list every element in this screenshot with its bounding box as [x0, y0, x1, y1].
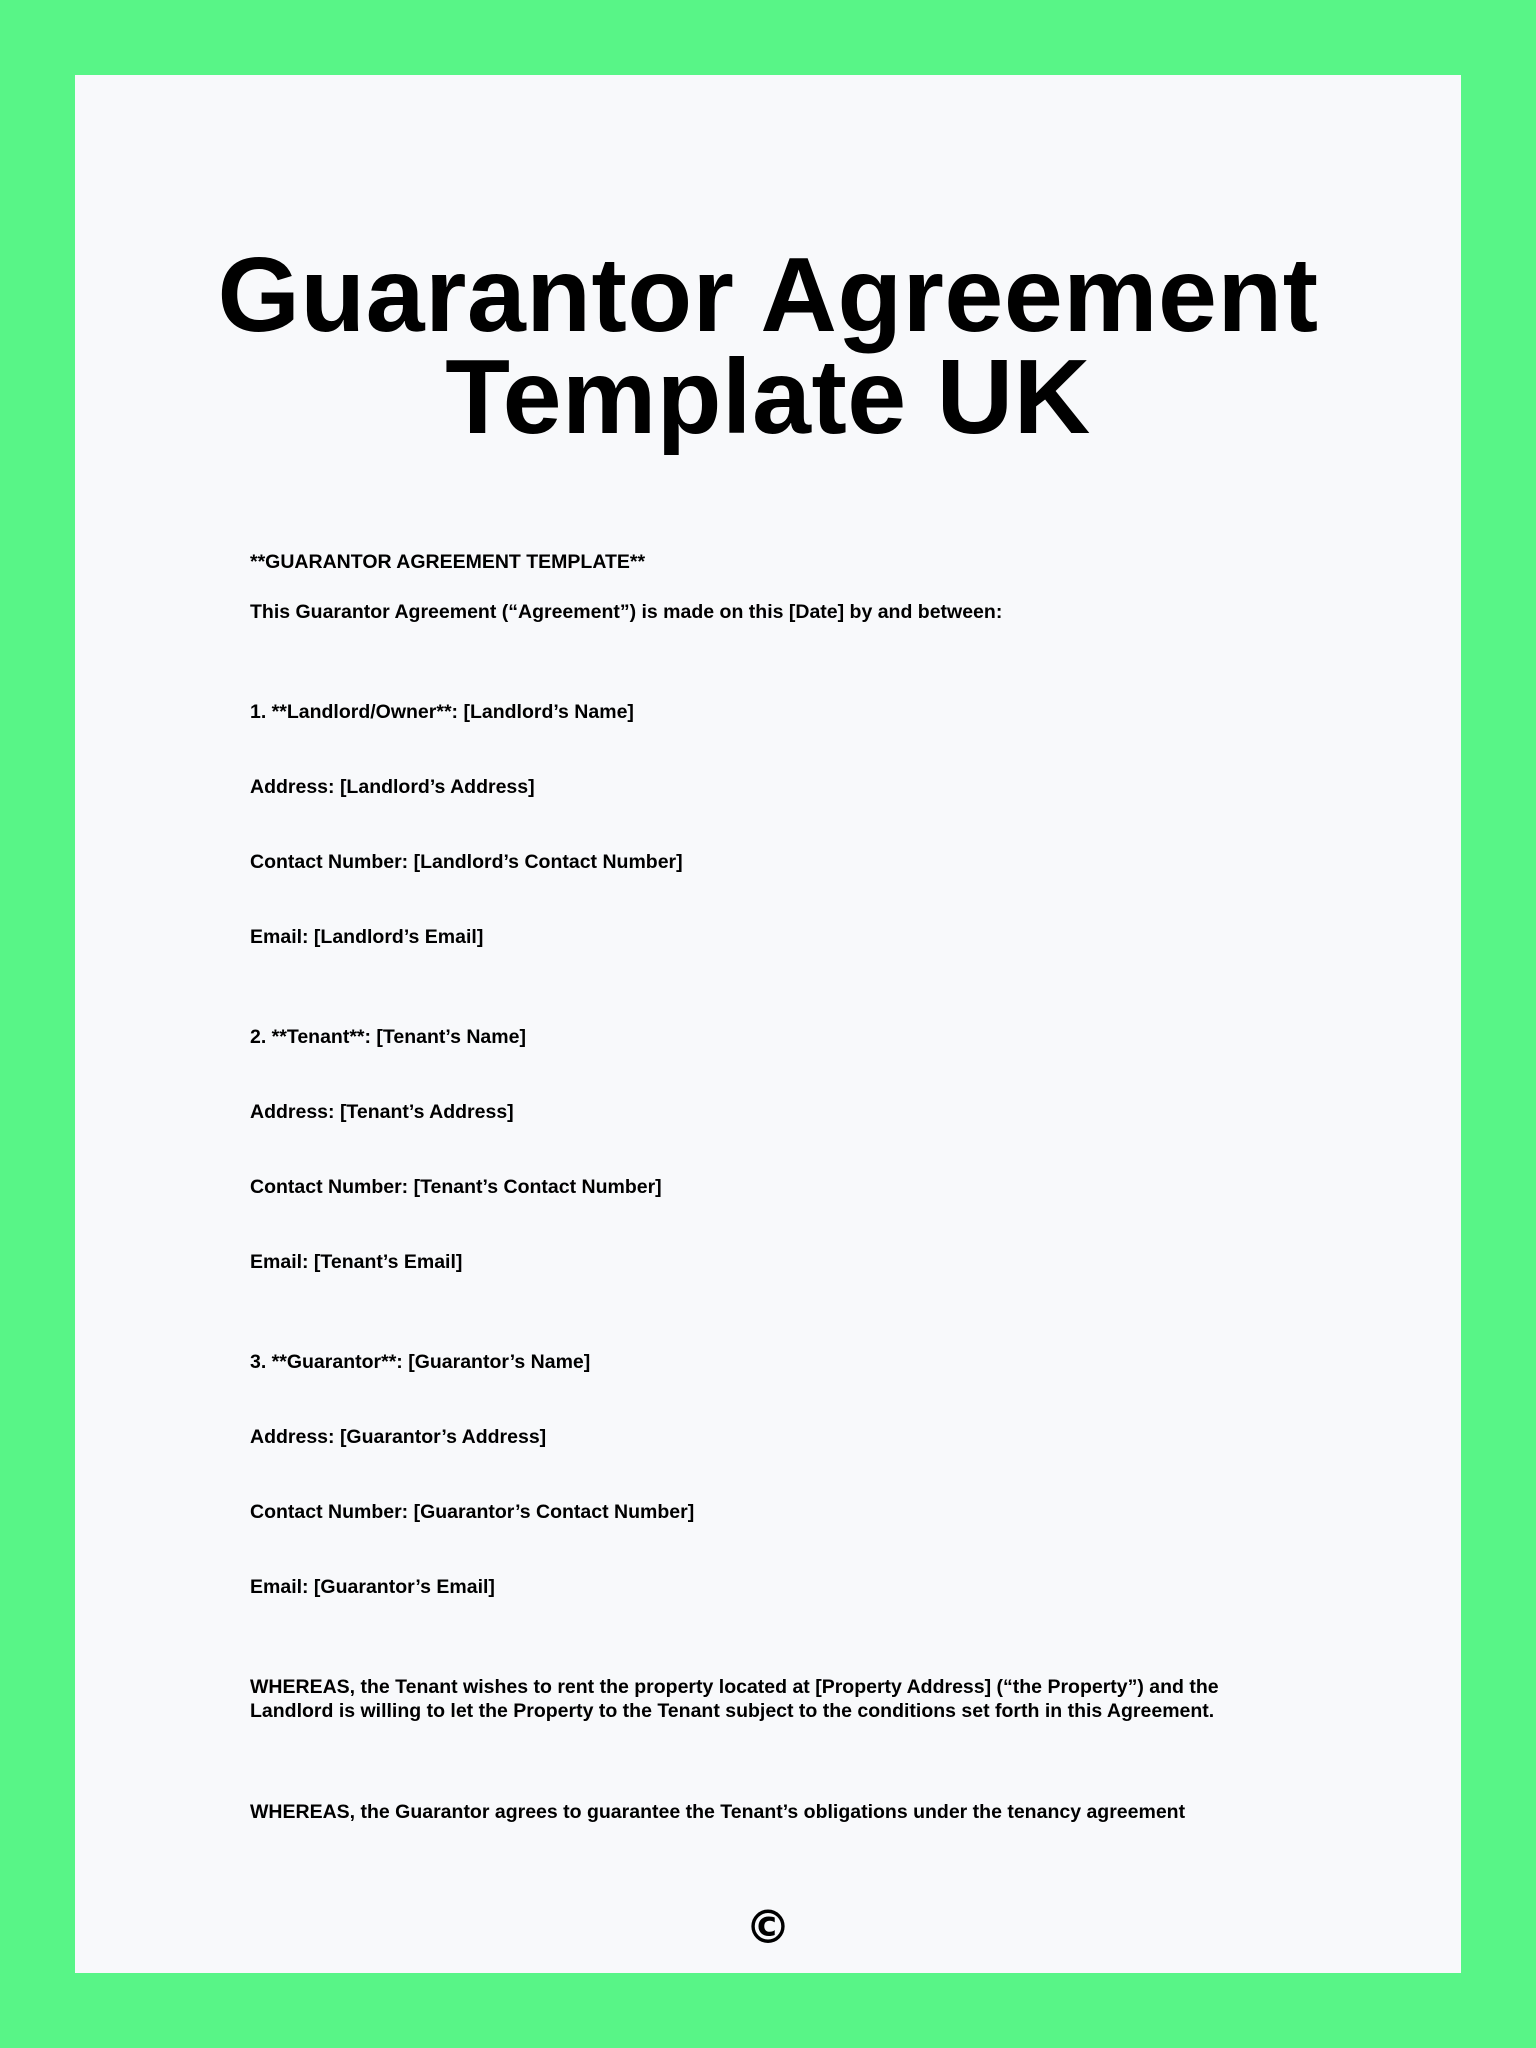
whereas-clause-1-line-2: Landlord is willing to let the Property to the Tenant subject to the conditions set forth in this Agreement.: [250, 1700, 1215, 1722]
landlord-contact: Contact Number: [Landlord’s Contact Number]: [250, 851, 683, 873]
tenant-contact: Contact Number: [Tenant’s Contact Number]: [250, 1176, 662, 1198]
whereas-clause-1-line-1: WHEREAS, the Tenant wishes to rent the property located at [Property Address] (“the Property”) and the: [250, 1676, 1219, 1698]
landlord-email: Email: [Landlord’s Email]: [250, 926, 484, 948]
whereas-clause-2: WHEREAS, the Guarantor agrees to guarantee the Tenant’s obligations under the tenancy agreement: [250, 1801, 1186, 1823]
tenant-name: 2. **Tenant**: [Tenant’s Name]: [250, 1026, 526, 1048]
tenant-email: Email: [Tenant’s Email]: [250, 1251, 463, 1273]
guarantor-name: 3. **Guarantor**: [Guarantor’s Name]: [250, 1351, 591, 1373]
document-heading: **GUARANTOR AGREEMENT TEMPLATE**: [250, 551, 646, 573]
title-line-2: Template UK: [445, 338, 1091, 456]
copyright-icon: ©: [745, 1900, 791, 1954]
guarantor-contact: Contact Number: [Guarantor’s Contact Number]: [250, 1501, 695, 1523]
intro-paragraph: This Guarantor Agreement (“Agreement”) is made on this [Date] by and between:: [250, 601, 1003, 623]
guarantor-address: Address: [Guarantor’s Address]: [250, 1426, 547, 1448]
guarantor-email: Email: [Guarantor’s Email]: [250, 1576, 495, 1598]
page-title: [0, 236, 1536, 456]
tenant-address: Address: [Tenant’s Address]: [250, 1101, 514, 1123]
landlord-address: Address: [Landlord’s Address]: [250, 776, 535, 798]
landlord-name: 1. **Landlord/Owner**: [Landlord’s Name]: [250, 701, 634, 723]
title-line-1: Guarantor Agreement: [217, 236, 1319, 354]
